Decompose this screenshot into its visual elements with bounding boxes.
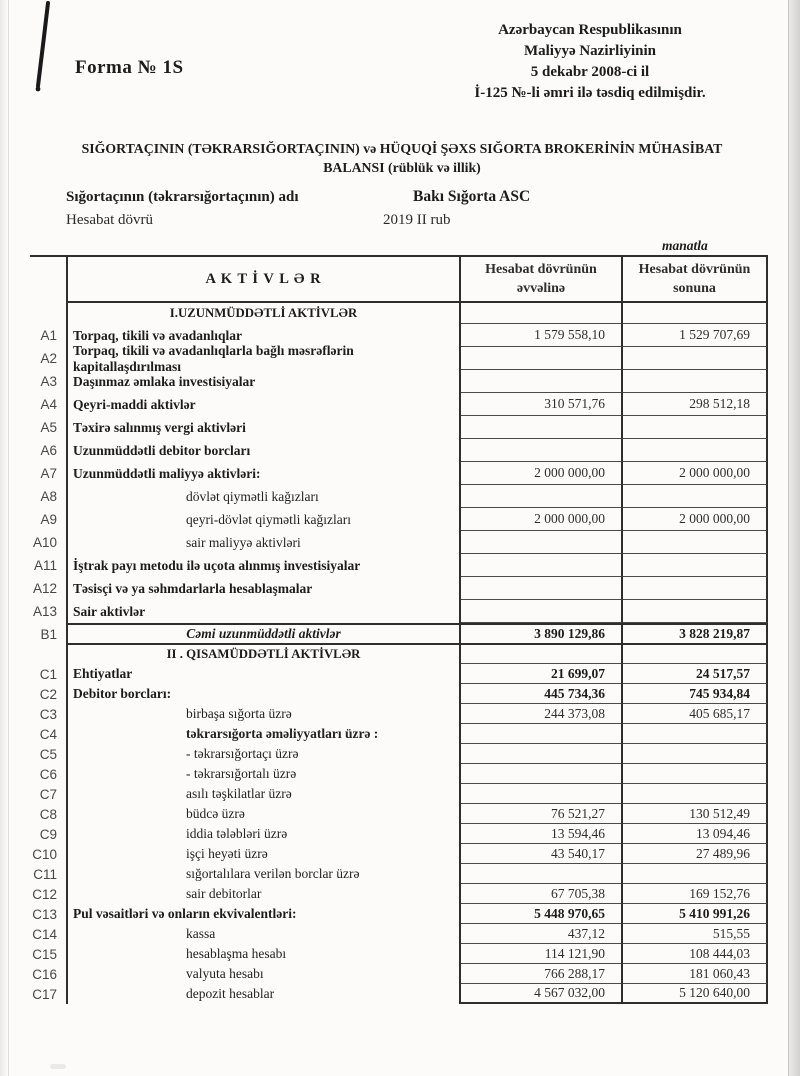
row-value-period-start bbox=[461, 864, 623, 884]
table-row bbox=[30, 864, 768, 884]
row-value-period-end: 13 094,46 bbox=[623, 824, 768, 844]
approval-line: Azərbaycan Respublikasının bbox=[498, 22, 682, 38]
row-label: Təsisçi və ya səhmdarlarla hesablaşmalar bbox=[66, 577, 461, 600]
table-row bbox=[30, 600, 768, 623]
table-row bbox=[30, 804, 768, 824]
header-period-end bbox=[623, 257, 768, 303]
row-value-period-end: 24 517,57 bbox=[623, 664, 768, 684]
row-label: İştrak payı metodu ilə uçota alınmış investisiyalar bbox=[66, 554, 461, 577]
row-label: - təkrarsığortaçı üzrə bbox=[66, 744, 461, 764]
row-label: Torpaq, tikili və avadanlıqlarla bağlı məsrəflərin kapitallaşdırılması bbox=[66, 347, 461, 370]
approval-line: 5 dekabr 2008-ci il bbox=[530, 64, 650, 80]
row-value-period-end bbox=[623, 485, 768, 508]
row-id: C2 bbox=[39, 686, 57, 702]
table-row bbox=[30, 342, 768, 374]
row-value-period-start: 445 734,36 bbox=[461, 684, 623, 704]
row-label: asılı təşkilatlar üzrə bbox=[66, 784, 461, 804]
row-value-period-start: 5 448 970,65 bbox=[461, 904, 623, 924]
total-row bbox=[30, 623, 768, 645]
row-label: Uzunmüddətli debitor borcları bbox=[66, 439, 461, 462]
row-value-period-start bbox=[461, 554, 623, 577]
approval-block bbox=[420, 20, 760, 104]
row-value-period-start bbox=[461, 416, 623, 439]
row-value-period-end bbox=[623, 744, 768, 764]
table-row bbox=[30, 531, 768, 554]
row-value-period-end: 515,55 bbox=[623, 924, 768, 944]
row-label: hesablaşma hesabı bbox=[66, 944, 461, 964]
row-label: iddia tələbləri üzrə bbox=[66, 824, 461, 844]
table-row bbox=[30, 485, 768, 508]
row-id: C15 bbox=[32, 946, 57, 962]
row-value-period-start bbox=[461, 577, 623, 600]
document-title bbox=[40, 139, 764, 177]
row-value-period-end bbox=[623, 439, 768, 462]
row-value-period-end: 169 152,76 bbox=[623, 884, 768, 904]
row-label: Qeyri-maddi aktivlər bbox=[66, 393, 461, 416]
row-value-period-end: 298 512,18 bbox=[623, 393, 768, 416]
row-id: C5 bbox=[39, 746, 57, 762]
row-label: Təxirə salınmış vergi aktivləri bbox=[66, 416, 461, 439]
row-label: qeyri-dövlət qiymətli kağızları bbox=[66, 508, 461, 531]
row-value-period-start bbox=[461, 531, 623, 554]
row-value-period-end bbox=[623, 554, 768, 577]
row-label: sığortalılara verilən borclar üzrə bbox=[66, 864, 461, 884]
table-row bbox=[30, 884, 768, 904]
row-id: C16 bbox=[32, 966, 57, 982]
row-value-period-start: 244 373,08 bbox=[461, 704, 623, 724]
row-label: II . QISAMÜDDƏTLİ AKTİVLƏR bbox=[66, 645, 461, 664]
currency-note: manatla bbox=[662, 238, 708, 253]
row-value-period-end: 3 828 219,87 bbox=[623, 623, 768, 645]
row-value-period-start: 43 540,17 bbox=[461, 844, 623, 864]
table-row bbox=[30, 439, 768, 462]
row-value-period-start bbox=[461, 439, 623, 462]
row-value-period-start: 67 705,38 bbox=[461, 884, 623, 904]
header-period-start-text: Hesabat dövrünün əvvəlinə bbox=[485, 262, 597, 296]
insurer-name-label: Sığortaçının (təkrarsığortaçının) adı bbox=[66, 189, 299, 205]
row-value-period-end bbox=[623, 577, 768, 600]
row-value-period-start: 114 121,90 bbox=[461, 944, 623, 964]
table-header-row bbox=[30, 257, 768, 303]
table-row bbox=[30, 824, 768, 844]
row-value-period-start bbox=[461, 724, 623, 744]
balance-table bbox=[30, 255, 768, 1004]
row-id: C11 bbox=[33, 866, 57, 882]
row-id: A9 bbox=[40, 512, 57, 527]
header-period-start bbox=[461, 257, 623, 303]
row-label: birbaşa sığorta üzrə bbox=[66, 704, 461, 724]
row-value-period-end: 1 529 707,69 bbox=[623, 324, 768, 347]
row-value-period-start: 2 000 000,00 bbox=[461, 462, 623, 485]
row-label: Ehtiyatlar bbox=[66, 664, 461, 684]
table-row bbox=[30, 984, 768, 1004]
row-id: A5 bbox=[40, 420, 57, 435]
row-value-period-start bbox=[461, 645, 623, 664]
table-row bbox=[30, 924, 768, 944]
row-id: B1 bbox=[40, 626, 57, 642]
row-id: C3 bbox=[39, 706, 57, 722]
row-value-period-end bbox=[623, 303, 768, 324]
table-row bbox=[30, 462, 768, 485]
row-label: I.UZUNMÜDDƏTLİ AKTİVLƏR bbox=[66, 303, 461, 324]
row-id: A11 bbox=[33, 558, 57, 573]
row-value-period-start bbox=[461, 485, 623, 508]
row-id: A7 bbox=[40, 466, 57, 481]
row-id: C12 bbox=[32, 886, 57, 902]
row-value-period-start: 2 000 000,00 bbox=[461, 508, 623, 531]
row-value-period-end: 5 120 640,00 bbox=[623, 984, 768, 1004]
row-value-period-start bbox=[461, 744, 623, 764]
row-id: A13 bbox=[32, 604, 57, 619]
scan-smudge bbox=[50, 1064, 66, 1069]
table-row bbox=[30, 724, 768, 744]
table-row bbox=[30, 704, 768, 724]
title-line-2: BALANSI (rüblük və illik) bbox=[323, 160, 481, 175]
row-label: Sair aktivlər bbox=[66, 600, 461, 623]
row-value-period-end: 2 000 000,00 bbox=[623, 508, 768, 531]
insurer-name-value: Bakı Sığorta ASC bbox=[413, 188, 531, 205]
table-row bbox=[30, 664, 768, 684]
row-value-period-end: 181 060,43 bbox=[623, 964, 768, 984]
row-id: A12 bbox=[32, 581, 57, 596]
row-id: C9 bbox=[39, 826, 57, 842]
row-value-period-end: 5 410 991,26 bbox=[623, 904, 768, 924]
row-label: sair debitorlar bbox=[66, 884, 461, 904]
approval-line: İ-125 №-li əmri ilə təsdiq edilmişdir. bbox=[474, 85, 706, 101]
row-value-period-start: 766 288,17 bbox=[461, 964, 623, 984]
row-id: C13 bbox=[32, 906, 57, 922]
row-id: A1 bbox=[40, 328, 57, 343]
row-id: A6 bbox=[40, 443, 57, 458]
row-id bbox=[30, 303, 66, 324]
row-value-period-end bbox=[623, 645, 768, 664]
row-label: sair maliyyə aktivləri bbox=[66, 531, 461, 554]
row-label: valyuta hesabı bbox=[66, 964, 461, 984]
scan-edge-right bbox=[788, 0, 800, 1076]
row-value-period-end bbox=[623, 600, 768, 623]
report-period-label: Hesabat dövrü bbox=[66, 212, 154, 228]
row-id: A8 bbox=[40, 489, 57, 504]
row-id: A2 bbox=[40, 351, 57, 366]
row-id bbox=[30, 645, 66, 664]
row-label: işçi heyəti üzrə bbox=[66, 844, 461, 864]
section-row bbox=[30, 645, 768, 664]
row-id: A3 bbox=[40, 374, 57, 389]
row-id: C8 bbox=[39, 806, 57, 822]
table-row bbox=[30, 844, 768, 864]
row-value-period-end: 2 000 000,00 bbox=[623, 462, 768, 485]
row-value-period-end: 745 934,84 bbox=[623, 684, 768, 704]
table-row bbox=[30, 370, 768, 393]
header-aktivler: A K T İ V L Ə R bbox=[66, 257, 461, 303]
row-value-period-start: 1 579 558,10 bbox=[461, 324, 623, 347]
row-value-period-end: 108 444,03 bbox=[623, 944, 768, 964]
row-label: depozit hesablar bbox=[66, 984, 461, 1004]
row-value-period-start bbox=[461, 764, 623, 784]
row-label: Pul vəsaitləri və onların ekvivalentləri: bbox=[66, 904, 461, 924]
header-period-end-text: Hesabat dövrünün sonuna bbox=[638, 262, 751, 296]
row-value-period-start: 21 699,07 bbox=[461, 664, 623, 684]
scan-edge-left bbox=[0, 0, 9, 1076]
row-value-period-start: 13 594,46 bbox=[461, 824, 623, 844]
section-row bbox=[30, 303, 768, 324]
form-number: Forma № 1S bbox=[75, 57, 184, 78]
row-value-period-end: 27 489,96 bbox=[623, 844, 768, 864]
table-row bbox=[30, 577, 768, 600]
row-value-period-end bbox=[623, 764, 768, 784]
row-label: büdcə üzrə bbox=[66, 804, 461, 824]
table-row bbox=[30, 904, 768, 924]
row-value-period-start bbox=[461, 600, 623, 623]
row-label: Uzunmüddətli maliyyə aktivləri: bbox=[66, 462, 461, 485]
row-label: dövlət qiymətli kağızları bbox=[66, 485, 461, 508]
table-row bbox=[30, 416, 768, 439]
row-id: C14 bbox=[32, 926, 57, 942]
table-row bbox=[30, 744, 768, 764]
row-id: C4 bbox=[39, 726, 57, 742]
row-id: C7 bbox=[39, 786, 57, 802]
table-row bbox=[30, 764, 768, 784]
table-row bbox=[30, 554, 768, 577]
row-value-period-end bbox=[623, 347, 768, 370]
row-id: C6 bbox=[39, 766, 57, 782]
table-row bbox=[30, 393, 768, 416]
row-value-period-start bbox=[461, 370, 623, 393]
table-row bbox=[30, 944, 768, 964]
row-value-period-start: 76 521,27 bbox=[461, 804, 623, 824]
row-id: C1 bbox=[39, 666, 57, 682]
row-value-period-start: 437,12 bbox=[461, 924, 623, 944]
row-value-period-start: 310 571,76 bbox=[461, 393, 623, 416]
row-label: - təkrarsığortalı üzrə bbox=[66, 764, 461, 784]
row-id: A10 bbox=[32, 535, 57, 550]
row-value-period-start: 4 567 032,00 bbox=[461, 984, 623, 1004]
row-value-period-start bbox=[461, 303, 623, 324]
row-label: kassa bbox=[66, 924, 461, 944]
table-row bbox=[30, 508, 768, 531]
row-value-period-start bbox=[461, 347, 623, 370]
approval-line: Maliyyə Nazirliyinin bbox=[523, 43, 657, 59]
row-value-period-end bbox=[623, 864, 768, 884]
row-value-period-start: 3 890 129,86 bbox=[461, 623, 623, 645]
row-id: A4 bbox=[40, 397, 57, 412]
row-value-period-end bbox=[623, 724, 768, 744]
row-label: Daşınmaz əmlaka investisiyalar bbox=[66, 370, 461, 393]
table-row bbox=[30, 784, 768, 804]
row-label: Debitor borcları: bbox=[66, 684, 461, 704]
row-id: C10 bbox=[32, 846, 57, 862]
row-value-period-end: 130 512,49 bbox=[623, 804, 768, 824]
row-value-period-end: 405 685,17 bbox=[623, 704, 768, 724]
row-value-period-start bbox=[461, 784, 623, 804]
row-value-period-end bbox=[623, 531, 768, 554]
table-row bbox=[30, 684, 768, 704]
title-line-1: SIĞORTAÇININ (TƏKRARSIĞORTAÇININ) və HÜQUQİ ŞƏXS SIĞORTA BROKERİNİN MÜHASİBAT bbox=[81, 141, 723, 156]
row-id: C17 bbox=[32, 986, 57, 1002]
row-label: təkrarsığorta əməliyyatları üzrə : bbox=[66, 724, 461, 744]
report-period-value: 2019 II rub bbox=[383, 212, 451, 228]
row-label: Torpaq, tikili və avadanlıqlar bbox=[66, 324, 461, 347]
row-value-period-end bbox=[623, 370, 768, 393]
row-id-gutter bbox=[30, 257, 66, 303]
row-value-period-end bbox=[623, 416, 768, 439]
table-row bbox=[30, 964, 768, 984]
row-label: Cəmi uzunmüddətli aktivlər bbox=[66, 623, 461, 645]
row-value-period-end bbox=[623, 784, 768, 804]
